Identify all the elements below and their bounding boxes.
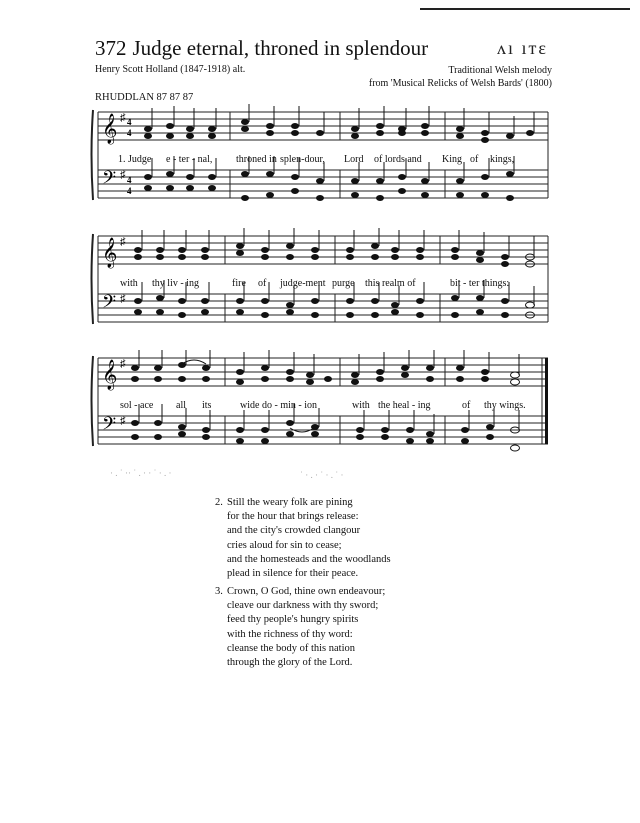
lyric-syllable: with	[120, 278, 138, 289]
verse-line: cries aloud for sin to cease;	[227, 539, 342, 551]
lyric-syllable: e - ter - nal,	[166, 154, 213, 165]
scan-specks: ˙ · . · ˙ · . ˙ ·	[300, 470, 344, 480]
lyric-line-1	[90, 154, 550, 168]
verse-line: for the hour that brings release:	[227, 511, 359, 523]
lyric-syllable: judge-ment	[280, 278, 326, 289]
svg-text:4: 4	[127, 128, 132, 138]
lyric-line-2	[90, 278, 550, 292]
svg-text:♯: ♯	[120, 293, 126, 305]
hymn-title-text: Judge eternal, throned in splendour	[132, 36, 429, 60]
svg-text:♯: ♯	[120, 236, 126, 248]
svg-text:♯: ♯	[120, 415, 126, 427]
verse-line: with the richness of thy word:	[227, 628, 353, 640]
lyric-syllable: thy liv - ing	[152, 278, 199, 289]
lyric-line-3	[90, 400, 550, 414]
svg-text:♯: ♯	[120, 112, 126, 124]
svg-text:𝄢: 𝄢	[102, 292, 117, 317]
verse-line: feed thy people's hungry spirits	[227, 614, 359, 626]
lyric-syllable: King	[442, 154, 462, 165]
lyric-syllable: throned in	[236, 154, 277, 165]
svg-text:𝄞: 𝄞	[102, 360, 118, 390]
verse-number: 3.	[215, 586, 223, 597]
svg-text:𝄞: 𝄞	[102, 114, 118, 144]
svg-text:𝄞: 𝄞	[102, 238, 118, 268]
verse-number: 2.	[215, 497, 223, 508]
music-system-3	[90, 350, 550, 460]
lyric-syllable: of	[258, 278, 267, 289]
lyric-syllable: of	[462, 400, 471, 411]
lyric-syllable: its	[202, 400, 212, 411]
handwritten-marks: ᴧı ıᴛɛ	[497, 38, 548, 58]
verse-line: cleanse the body of this nation	[227, 642, 356, 654]
lyric-syllable: of	[470, 154, 479, 165]
lyric-syllable: the heal - ing	[378, 400, 431, 411]
verse-2	[215, 496, 391, 581]
melody-credit-line2: from 'Musical Relicks of Welsh Bards' (1800)	[368, 78, 552, 89]
lyric-syllable: with	[352, 400, 370, 411]
verse-line: and the city's crowded clangour	[227, 525, 361, 537]
lyric-syllable: bit - ter things:	[450, 278, 510, 289]
music-system-2	[90, 228, 550, 338]
verse-line: through the glory of the Lord.	[227, 657, 353, 669]
author-credit: Henry Scott Holland (1847-1918) alt.	[95, 64, 246, 75]
verse-3	[215, 585, 386, 670]
lyric-syllable: do - min - ion	[262, 400, 317, 411]
top-rule	[420, 8, 630, 10]
svg-text:4: 4	[127, 117, 132, 127]
verse-line: Crown, O God, thine own endeavour;	[227, 586, 386, 597]
svg-text:♯: ♯	[120, 358, 126, 370]
tune-name: RHUDDLAN 87 87 87	[95, 92, 194, 103]
lyric-syllable: wide	[240, 400, 260, 411]
lyric-syllable: splen-dour,	[280, 154, 325, 165]
lyric-syllable: all	[176, 400, 186, 411]
svg-text:4: 4	[127, 186, 132, 196]
lyric-syllable: thy wings.	[484, 400, 526, 411]
hymn-number: 372	[95, 36, 127, 60]
verse-line: and the homesteads and the woodlands	[227, 553, 391, 565]
lyric-syllable: this realm of	[365, 278, 416, 289]
lyric-syllable: 1. Judge	[118, 154, 152, 165]
verse-line: Still the weary folk are pining	[227, 497, 353, 508]
lyric-syllable: kings,	[490, 154, 515, 165]
svg-text:𝄢: 𝄢	[102, 168, 117, 193]
svg-text:4: 4	[127, 175, 132, 185]
music-system-1	[90, 104, 550, 214]
lyric-syllable: purge	[332, 278, 355, 289]
hymn-title	[95, 36, 428, 61]
melody-credit	[369, 64, 552, 90]
lyric-syllable: sol - ace	[120, 400, 154, 411]
verse-line: cleave our darkness with thy sword;	[227, 600, 379, 612]
svg-text:♯: ♯	[120, 169, 126, 181]
lyric-syllable: fire	[232, 278, 246, 289]
svg-text:𝄢: 𝄢	[102, 414, 117, 439]
verse-line: plead in silence for their peace.	[227, 568, 359, 580]
lyric-syllable: Lord	[344, 154, 364, 165]
scan-specks: · . ˙ ·· ˙ . · · ˙ · . ·	[110, 468, 172, 478]
melody-credit-line1: Traditional Welsh melody	[448, 65, 552, 76]
lyric-syllable: of lords and	[374, 154, 422, 165]
